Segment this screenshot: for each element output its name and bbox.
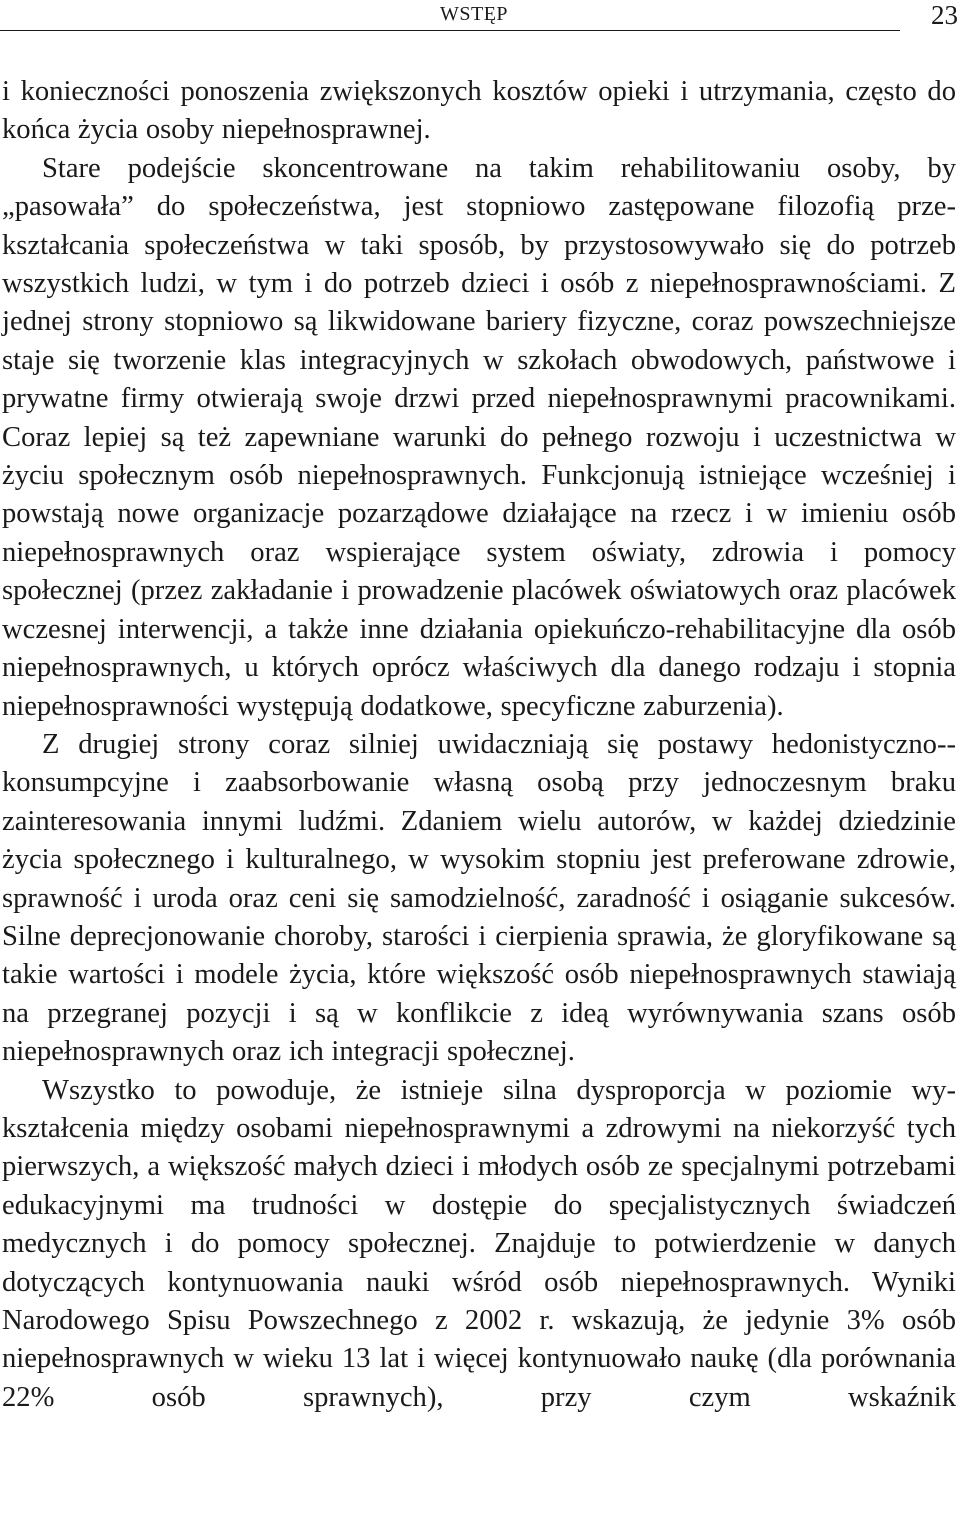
paragraph: Stare podejście skoncentrowane na takim rehabilitowaniu osoby, by „pasowała” do społeczeństwa, jest stopniowo zastępowane filozofią przekształcania społeczeństwa w taki sposób, by przystosowywało się do potrzeb wszystkich ludzi, w tym i do potrzeb dzieci i osób z niepełnosprawnościami. Z jednej strony stopniowo są likwidowane bariery fizyczne, coraz powszechniejsze staje się tworzenie klas integracyjnych w szkołach obwodowych, państwowe i prywatne firmy otwierają swoje drzwi przed niepełnosprawnymi pracownikami. Coraz lepiej są też zapewniane warunki do pełnego rozwoju i uczestnictwa w życiu społecznym osób niepełnosprawnych. Funkcjonują istniejące wcześniej i powstają nowe organizacje pozarządowe działające na rzecz i w imieniu osób niepełnosprawnych oraz wspierające system oświaty, zdrowia i pomocy społecznej (przez zakładanie i prowadzenie placówek oświatowych oraz placówek wczesnej interwencji, a także inne działania opiekuńczo-rehabilitacyjne dla osób niepełnosprawnych, u których oprócz właściwych dla danego rodzaju i stopnia niepełnosprawności występują dodatkowe, specyficzne zaburzenia).	[2, 152, 956, 722]
paragraph: Wszystko to powoduje, że istnieje silna dysproporcja w poziomie wykształcenia między osobami niepełnosprawnymi a zdrowymi na niekorzyść tych pierwszych, a większość małych dzieci i młodych osób ze specjalnymi potrzebami edukacyjnymi ma trudności w dostępie do specjalistycznych świadczeń medycznych i do pomocy społecznej. Znajduje to potwierdzenie w danych dotyczących kontynuowania nauki wśród osób niepełnosprawnych. Wyniki Narodowego Spisu Powszechnego z 2002 r. wskazują, że jedynie 3% osób niepełnosprawnych w wieku 13 lat i więcej kontynuowało naukę (dla porównania 22% osób sprawnych), przy czym wskaźnik	[2, 1074, 956, 1413]
running-header	[0, 0, 960, 34]
body-text	[2, 73, 956, 1417]
page-number: 23	[931, 0, 958, 30]
paragraph: Z drugiej strony coraz silniej uwidaczniają się postawy hedonistyczno--konsumpcyjne i zaabsorbowanie własną osobą przy jednoczesnym braku zainteresowania innymi ludźmi. Zdaniem wielu autorów, w każdej dziedzinie życia społecznego i kulturalnego, w wysokim stopniu jest preferowane zdrowie, sprawność i uroda oraz ceni się samodzielność, zaradność i osiąganie sukcesów. Silne deprecjonowanie choroby, starości i cierpienia sprawia, że gloryfikowane są takie wartości i modele życia, które większość osób niepełnosprawnych stawiają na przegranej pozycji i są w konflikcie z ideą wyrównywania szans osób niepełnosprawnych oraz ich integracji społecznej.	[2, 728, 956, 1068]
paragraph-continuation: i konieczności ponoszenia zwiększonych kosztów opieki i utrzymania, często do końca życia osoby niepełnosprawnej.	[2, 76, 956, 146]
header-rule	[0, 30, 900, 31]
running-section-title: WSTĘP	[440, 3, 509, 25]
